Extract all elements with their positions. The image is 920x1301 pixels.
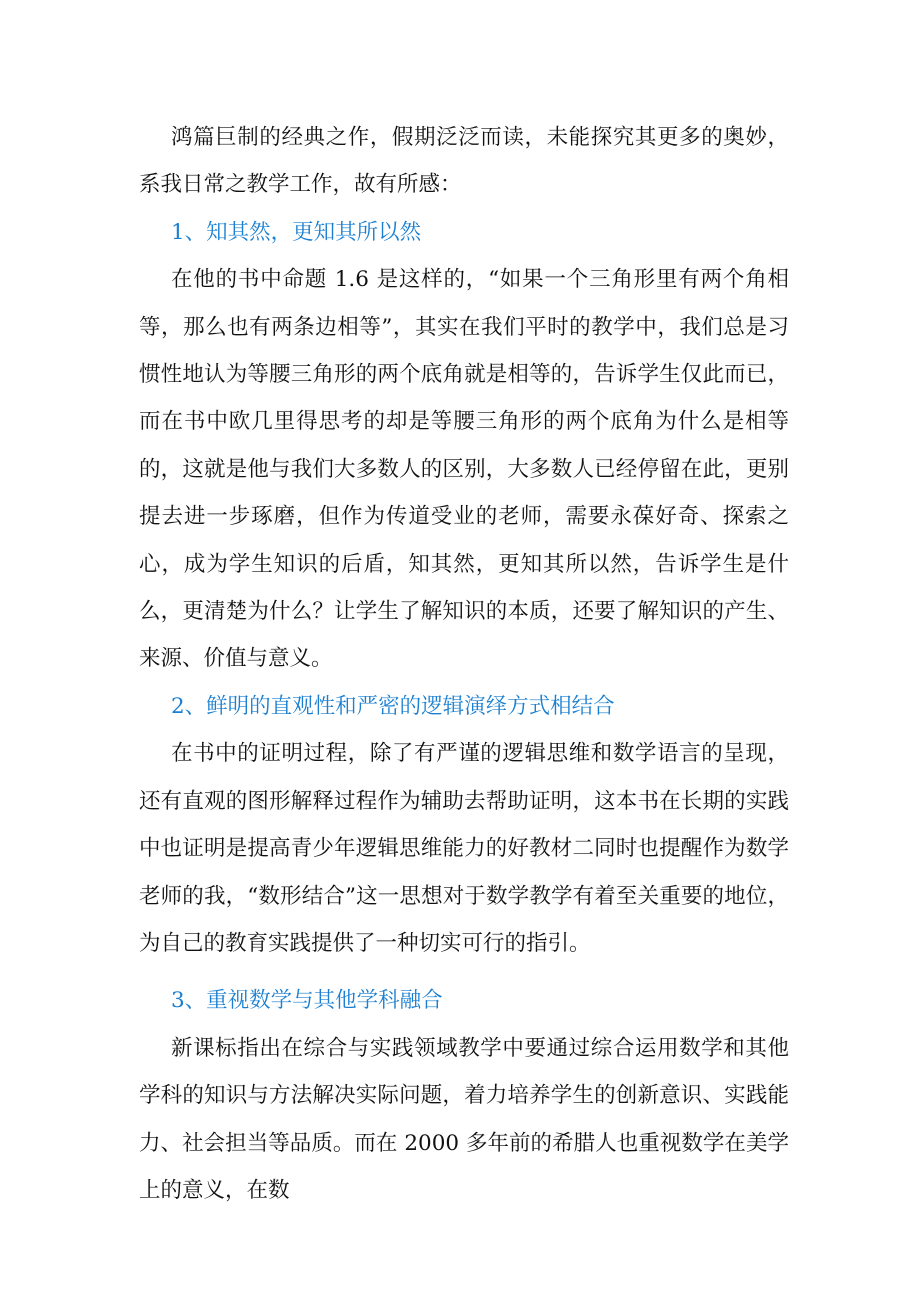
section-1-heading: 1、知其然，更知其所以然 [171, 219, 422, 245]
section-3-paragraph: 新课标指出在综合与实践领域教学中要通过综合运用数学和其他学科的知识与方法解决实际问题，着力培养学生的创新意识、实践能力、社会担当等品质。而在 2000 多年前的希腊人也重视数学在美学上的意义，在数 [139, 1035, 789, 1203]
document-body [139, 114, 789, 1214]
intro-paragraph: 鸿篇巨制的经典之作，假期泛泛而读，未能探究其更多的奥妙，系我日常之教学工作，故有所感： [139, 125, 789, 198]
section-2-heading: 2、鲜明的直观性和严密的逻辑演绎方式相结合 [171, 693, 615, 719]
section-1-paragraph: 在他的书中命题 1.6 是这样的，“如果一个三角形里有两个角相等，那么也有两条边相等”，其实在我们平时的教学中，我们总是习惯性地认为等腰三角形的两个底角就是相等的，告诉学生仅此而已，而在书中欧几里得思考的却是等腰三角形的两个底角为什么是相等的，这就是他与我们大多数人的区别，大多数人已经停留在此，更别提去进一步琢磨，但作为传道受业的老师，需要永葆好奇、探索之心，成为学生知识的后盾，知其然，更知其所以然，告诉学生是什么，更清楚为什么？让学生了解知识的本质，还要了解知识的产生、来源、价值与意义。 [139, 267, 789, 672]
section-spacer [139, 967, 789, 977]
section-2-paragraph: 在书中的证明过程，除了有严谨的逻辑思维和数学语言的呈现，还有直观的图形解释过程作为辅助去帮助证明，这本书在长期的实践中也证明是提高青少年逻辑思维能力的好教材二同时也提醒作为数学老师的我，“数形结合”这一思想对于数学教学有着至关重要的地位，为自己的教育实践提供了一种切实可行的指引。 [139, 741, 789, 956]
section-3-heading: 3、重视数学与其他学科融合 [171, 988, 443, 1014]
